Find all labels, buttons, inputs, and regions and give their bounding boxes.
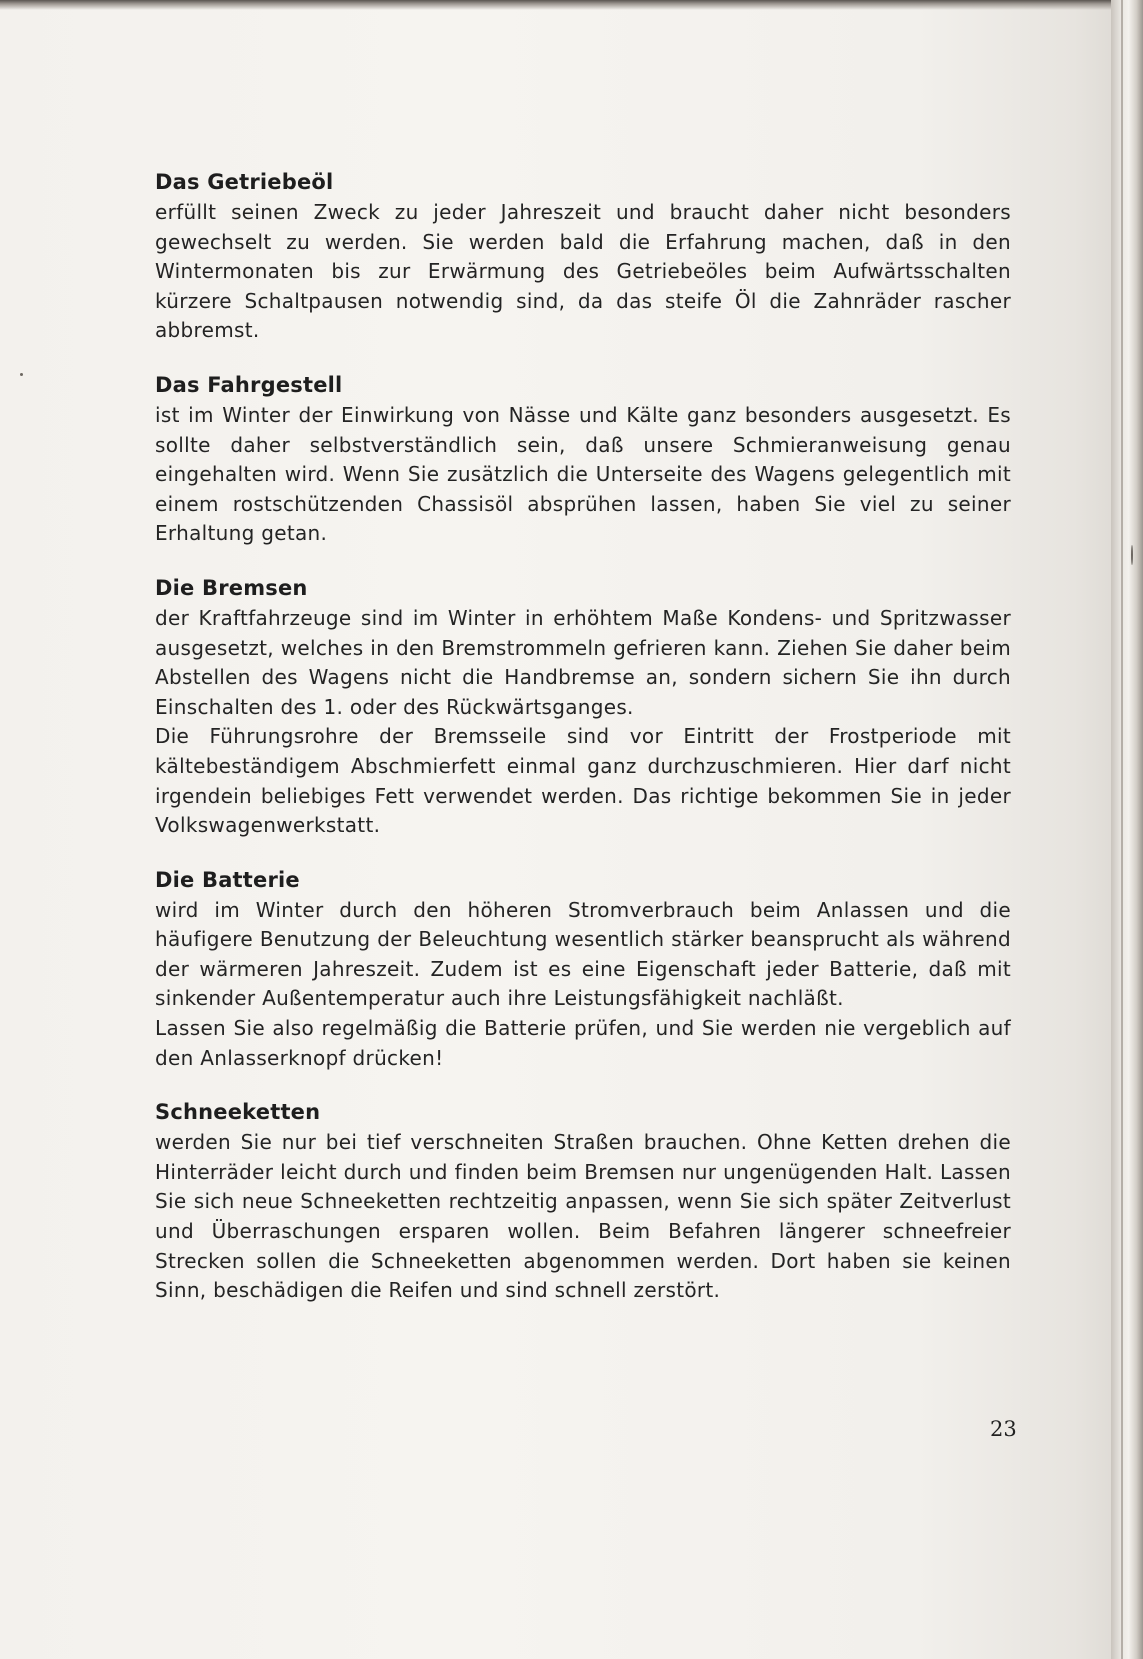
section-paragraph: werden Sie nur bei tief verschneiten Straßen brauchen. Ohne Ketten drehen die Hinterräder leicht durch und finden beim Bremsen nur ungenügenden Halt. Lassen Sie sich neue Schneeketten rechtzeitig anpassen, wenn Sie sich später Zeitverlust und Überraschungen ersparen wollen. Beim Befahren längerer schneefreier Strecken sollen die Schneeketten abgenommen werden. Dort haben sie keinen Sinn, beschädigen die Reifen und sind schnell zerstört. xyxy=(155,1130,1011,1303)
section-paragraph: Lassen Sie also regelmäßig die Batterie prüfen, und Sie werden nie vergeblich auf den Anlasserknopf drücken! xyxy=(155,1016,1011,1070)
section-paragraph: ist im Winter der Einwirkung von Nässe und Kälte ganz besonders ausgesetzt. Es sollte daher selbstverständlich sein, daß unsere Schmieranweisung genau eingehalten wird. Wenn Sie zusätzlich die Unterseite des Wagens gelegentlich mit einem rostschützenden Chassisöl absprühen lassen, haben Sie viel zu seiner Erhaltung getan. xyxy=(155,402,1011,546)
section-fahrgestell xyxy=(155,373,1011,549)
section-getriebeoel xyxy=(155,170,1011,346)
section-bremsen xyxy=(155,576,1011,841)
page-top-edge xyxy=(0,0,1143,10)
section-paragraph: erfüllt seinen Zweck zu jeder Jahreszeit und braucht daher nicht besonders gewechselt zu werden. Sie werden bald die Erfahrung machen, daß in den Wintermonaten bis zur Erwärmung des Getriebeöles beim Aufwärtsschalten kürzere Schaltpausen notwendig sind, da das steife Öl die Zahnräder rascher abbremst. xyxy=(155,200,1011,343)
section-heading: Die Batterie xyxy=(155,867,300,892)
section-paragraph: wird im Winter durch den höheren Stromverbrauch beim Anlassen und die häufigere Benutzung der Beleuchtung wesentlich stärker beansprucht als während der wärmeren Jahreszeit. Zudem ist es eine Eigenschaft jeder Batterie, daß mit sinkender Außentemperatur auch ihre Leistungsfähigkeit nachläßt. xyxy=(155,897,1011,1011)
page-content xyxy=(155,170,1011,1333)
section-schneeketten xyxy=(155,1100,1011,1306)
page-number: 23 xyxy=(990,1417,1017,1441)
section-heading: Die Bremsen xyxy=(155,575,308,600)
section-heading: Das Getriebeöl xyxy=(155,170,334,194)
section-paragraph: der Kraftfahrzeuge sind im Winter in erhöhtem Maße Kondens- und Spritzwasser ausgesetzt, welches in den Bremstrommeln gefrieren kann. Ziehen Sie daher beim Abstellen des Wagens nicht die Handbremse an, sondern sichern Sie ihn durch Einschalten des 1. oder des Rückwärtsganges. xyxy=(155,605,1011,719)
paper-speck xyxy=(20,373,23,376)
section-heading: Schneeketten xyxy=(155,1100,321,1125)
spine-fold-line xyxy=(1121,0,1123,1659)
section-heading: Das Fahrgestell xyxy=(155,372,343,397)
paper-speck xyxy=(1131,545,1133,565)
section-batterie xyxy=(155,868,1011,1074)
section-paragraph: Die Führungsrohre der Bremsseile sind vor Eintritt der Frostperiode mit kältebeständigem Abschmierfett einmal ganz durchzuschmieren. Hier darf nicht irgendein beliebiges Fett verwendet werden. Das richtige bekommen Sie in jeder Volkswagenwerkstatt. xyxy=(155,724,1011,838)
book-spine-edge xyxy=(1111,0,1143,1659)
